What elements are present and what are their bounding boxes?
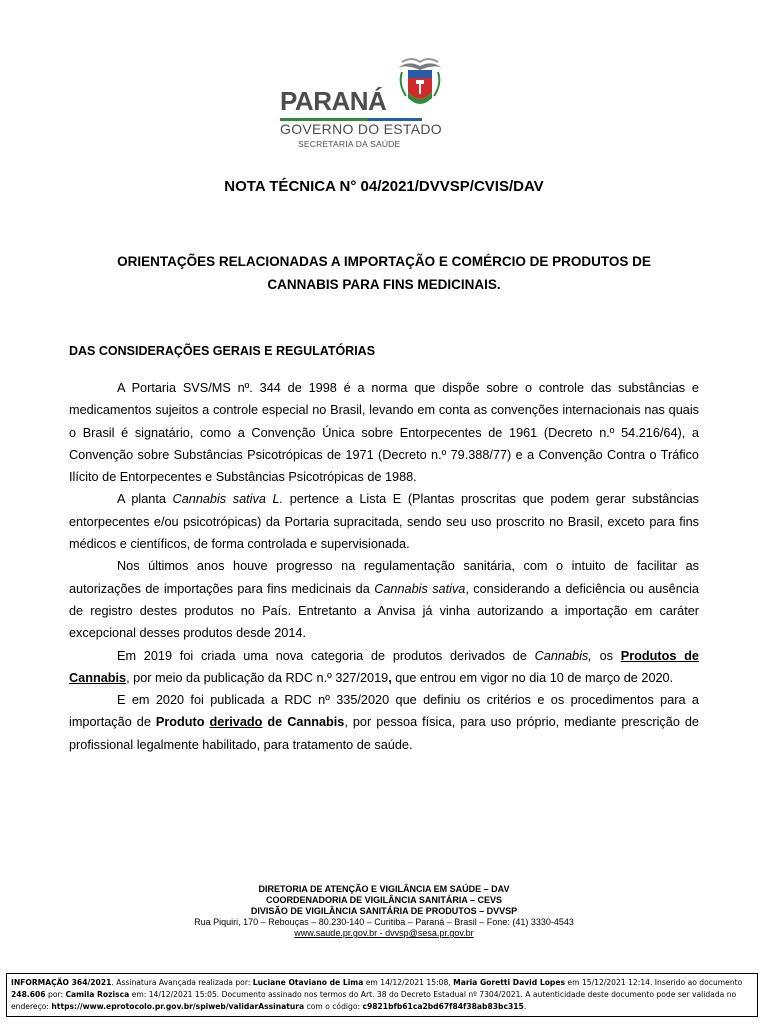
paragraph-3: Nos últimos anos houve progresso na regulamentação sanitária, com o intuito de facilitar as autorizações de importações para fins medicinais da Cannabis sativa, considerando a deficiência ou ausência de registro destes produtos no País. Entretanto a Anvisa já vinha autorizando a importação em caráter excepcional desses produtos desde 2014. [69,559,699,641]
parana-government-logo [276,54,446,149]
validation-code: c9821bfb61ca2bd67f84f38ab83bc315 [362,1001,524,1011]
subject-line-1: ORIENTAÇÕES RELACIONADAS A IMPORTAÇÃO E COMÉRCIO DE PRODUTOS DE [117,254,651,269]
paragraph-2: A planta Cannabis sativa L. pertence a Lista E (Plantas proscritas que podem gerar substâncias entorpecentes e/ou psicotrópicas) da Portaria supracitada, sendo seu uso proscrito no Brasil, exceto para fins médicos e científicos, de forma controlada e supervisionada. [69,492,699,552]
section-heading: DAS CONSIDERAÇÕES GERAIS E REGULATÓRIAS [69,344,376,358]
paragraph-4: Em 2019 foi criada uma nova categoria de produtos derivados de Cannabis, os Produtos de Cannabis, por meio da publicação da RDC n.º 327/2019, que entrou em vigor no dia 10 de março de 2020. [69,648,699,685]
footer-division: DIVISÃO DE VIGILÂNCIA SANITÁRIA DE PRODUTOS – DVVSP [250,906,518,916]
coat-of-arms-icon [394,54,446,112]
logo-state-name: PARANÁ [280,86,387,116]
document-title: NOTA TÉCNICA N° 04/2021/DVVSP/CVIS/DAV [224,178,544,195]
footer-address: Rua Piquiri, 170 – Rebouças – 80.230-140 – Curitiba – Paraná – Brasil – Fone: (41) 3330-4543 [194,917,574,927]
signature-stamp: INFORMAÇÃO 364/2021. Assinatura Avançada realizada por: Luciane Otaviano de Lima em 14/12/2021 15:08, Maria Goretti David Lopes em 15/12/2021 12:14. Inserido ao documento 248.606 por: Camila Rozisca em: 14/12/2021 15:05. Documento assinado nos termos do Art. 38 do Decreto Estadual nº 7304/2021. A autenticidade deste documento pode ser validada no endereço: https://www.eprotocolo.pr.gov.br/spiweb/validarAssinatura com o código: c9821bfb61ca2bd67f84f38ab83bc315. [6,973,758,1017]
subject-line-2: CANNABIS PARA FINS MEDICINAIS. [267,277,501,292]
paragraph-1: A Portaria SVS/MS nº. 344 de 1998 é a norma que dispõe sobre o controle das substâncias e medicamentos sujeitos a controle especial no Brasil, levando em conta as convenções internacionais nas quais o Brasil é signatário, como a Convenção Única sobre Entorpecentes de 1961 (Decreto n.º 54.216/64), a Convenção sobre Substâncias Psicotrópicas de 1971 (Decreto n.º 79.388/77) e a Convenção Contra o Tráfico Ilícito de Entorpecentes e Substâncias Psicotrópicas de 1988. [69,381,699,485]
footer-coordination: COORDENADORIA DE VIGILÂNCIA SANITÁRIA – CEVS [265,895,503,905]
footer-directorate: DIRETORIA DE ATENÇÃO E VIGILÂNCIA EM SAÚDE – DAV [258,884,510,894]
footer-links[interactable]: www.saude.pr.gov.br - dvvsp@sesa.pr.gov.br [294,928,474,938]
document-subject [60,250,708,296]
logo-secretariat: SECRETARIA DA SAÚDE [298,139,401,149]
page-footer [0,884,768,939]
paragraph-5: E em 2020 foi publicada a RDC nº 335/2020 que definiu os critérios e os procedimentos para a importação de Produto derivado de Cannabis, por pessoa física, para uso próprio, mediante prescrição de profissional legalmente habilitado, para tratamento de saúde. [69,693,699,752]
validation-link[interactable]: https://www.eprotocolo.pr.gov.br/spiweb/validarAssinatura [51,1001,305,1011]
logo-government: GOVERNO DO ESTADO [280,121,442,137]
document-body [69,377,699,756]
